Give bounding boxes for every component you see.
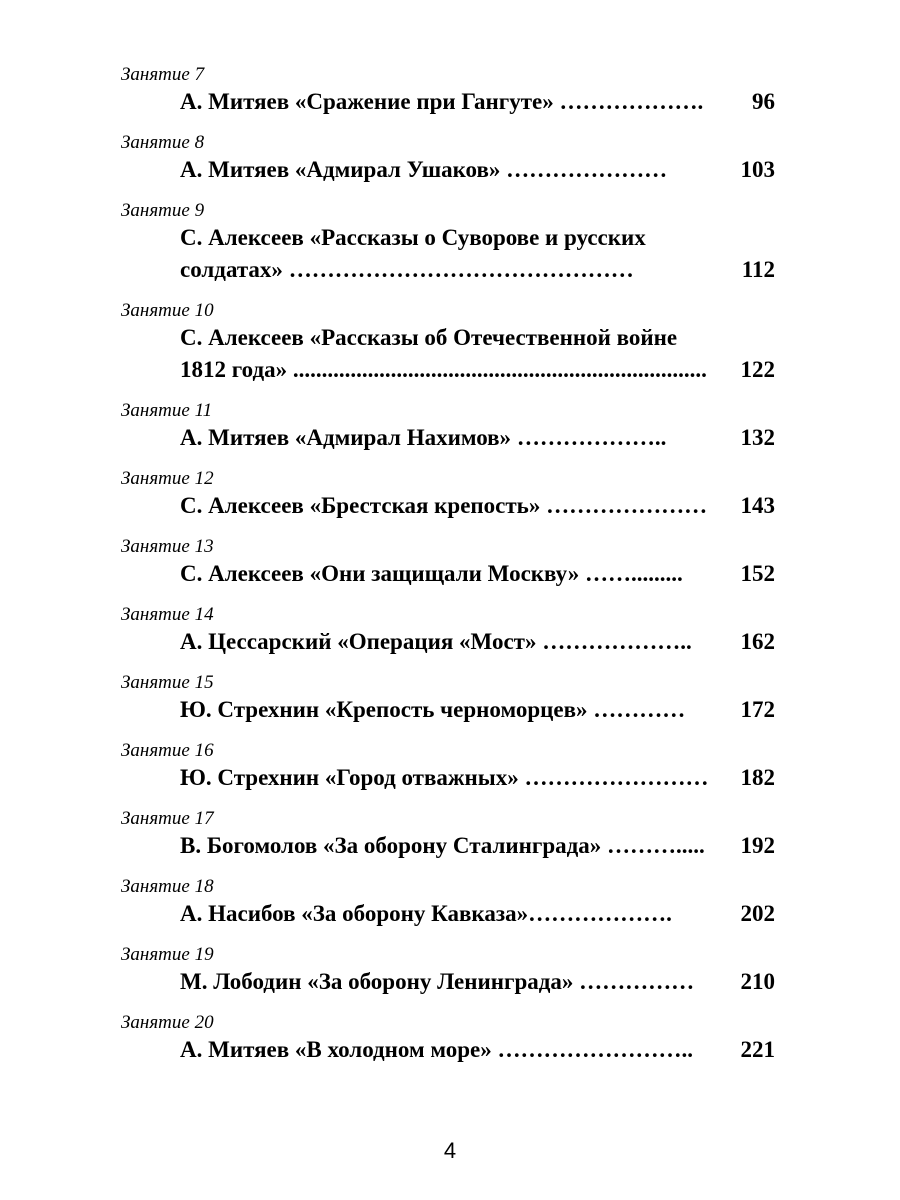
entry-title-line [180, 254, 718, 286]
toc-entry [0, 672, 900, 726]
dot-leader: …………… [573, 969, 695, 994]
entry-title-line [180, 354, 718, 386]
entry-page-number: 182 [740, 765, 775, 790]
lesson-label: Занятие 11 [121, 400, 213, 421]
dot-leader: ………………. [528, 901, 672, 926]
toc-entry [0, 604, 900, 658]
entry-title-line [180, 222, 718, 254]
entry-page-number: 210 [740, 969, 775, 994]
entry-title-text: С. Алексеев «Они защищали Москву» [180, 561, 580, 586]
entry-title-text: С. Алексеев «Рассказы о Суворове и русских [180, 225, 646, 250]
dot-leader: ……………….. [536, 629, 692, 654]
toc-entry [0, 400, 900, 454]
lesson-label: Занятие 19 [121, 944, 214, 965]
table-of-contents [0, 64, 900, 1080]
toc-entry [0, 876, 900, 930]
toc-entry [0, 536, 900, 590]
toc-entry [0, 300, 900, 386]
entry-title-text: А. Митяев «В холодном море» [180, 1037, 492, 1062]
dot-leader: …………………….. [491, 1037, 694, 1062]
lesson-label: Занятие 7 [121, 64, 205, 85]
entry-page-number: 112 [741, 257, 775, 282]
entry-title-line [180, 694, 718, 726]
entry-page-number: 103 [740, 157, 775, 182]
toc-entry [0, 468, 900, 522]
entry-title-line [180, 86, 718, 118]
entry-page-number: 192 [740, 833, 775, 858]
entry-title-text: А. Митяев «Сражение при Гангуте» [180, 89, 554, 114]
entry-title-line [180, 966, 718, 998]
lesson-label: Занятие 10 [121, 300, 214, 321]
entry-title-text: Ю. Стрехнин «Город отважных» [180, 765, 519, 790]
toc-entry [0, 944, 900, 998]
lesson-label: Занятие 13 [121, 536, 214, 557]
dot-leader: ………… [587, 697, 686, 722]
entry-page-number: 143 [740, 493, 775, 518]
entry-page-number: 172 [740, 697, 775, 722]
dot-leader: ……………….. [511, 425, 667, 450]
toc-entry [0, 200, 900, 286]
dot-leader: ………..... [601, 833, 705, 858]
entry-title-text: С. Алексеев «Брестская крепость» [180, 493, 541, 518]
lesson-label: Занятие 18 [121, 876, 214, 897]
dot-leader: ………………. [553, 89, 704, 114]
entry-title-line [180, 154, 718, 186]
dot-leader: …………………… [518, 765, 709, 790]
lesson-label: Занятие 12 [121, 468, 214, 489]
dot-leader: ………………… [500, 157, 668, 182]
entry-page-number: 162 [740, 629, 775, 654]
entry-title-text: М. Лободин «За оборону Ленинграда» [180, 969, 574, 994]
toc-entry [0, 1012, 900, 1066]
entry-page-number: 96 [752, 89, 775, 114]
lesson-label: Занятие 15 [121, 672, 214, 693]
entry-title-text: А. Цессарский «Операция «Мост» [180, 629, 537, 654]
entry-title-line [180, 1034, 718, 1066]
entry-title-text: А. Насибов «За оборону Кавказа» [180, 901, 529, 926]
toc-entry [0, 808, 900, 862]
lesson-label: Занятие 20 [121, 1012, 214, 1033]
entry-page-number: 221 [740, 1037, 775, 1062]
entry-page-number: 152 [740, 561, 775, 586]
entry-title-text: С. Алексеев «Рассказы об Отечественной войне [180, 325, 678, 350]
lesson-label: Занятие 9 [121, 200, 205, 221]
entry-title-text: А. Митяев «Адмирал Ушаков» [180, 157, 501, 182]
entry-title-line [180, 898, 718, 930]
entry-title-line [180, 830, 718, 862]
entry-title-line [180, 490, 718, 522]
entry-title-line [180, 762, 718, 794]
lesson-label: Занятие 17 [121, 808, 214, 829]
entry-title-text: 1812 года» [180, 357, 288, 382]
lesson-label: Занятие 14 [121, 604, 214, 625]
entry-title-text: В. Богомолов «За оборону Сталинграда» [180, 833, 602, 858]
dot-leader: ........................................................................ [287, 357, 707, 382]
entry-page-number: 122 [740, 357, 775, 382]
toc-entry [0, 64, 900, 118]
entry-title-text: Ю. Стрехнин «Крепость черноморцев» [180, 697, 588, 722]
entry-title-line [180, 422, 718, 454]
entry-title-line [180, 626, 718, 658]
entry-title-text: А. Митяев «Адмирал Нахимов» [180, 425, 512, 450]
entry-page-number: 132 [740, 425, 775, 450]
dot-leader: ……………………………………… [282, 257, 634, 282]
toc-entry [0, 132, 900, 186]
entry-title-line [180, 322, 718, 354]
page-number: 4 [443, 1138, 457, 1163]
entry-page-number: 202 [740, 901, 775, 926]
dot-leader: ………………… [540, 493, 708, 518]
toc-entry [0, 740, 900, 794]
lesson-label: Занятие 8 [121, 132, 205, 153]
entry-title-line [180, 558, 718, 590]
dot-leader: ……......... [579, 561, 683, 586]
lesson-label: Занятие 16 [121, 740, 214, 761]
entry-title-text: солдатах» [180, 257, 283, 282]
